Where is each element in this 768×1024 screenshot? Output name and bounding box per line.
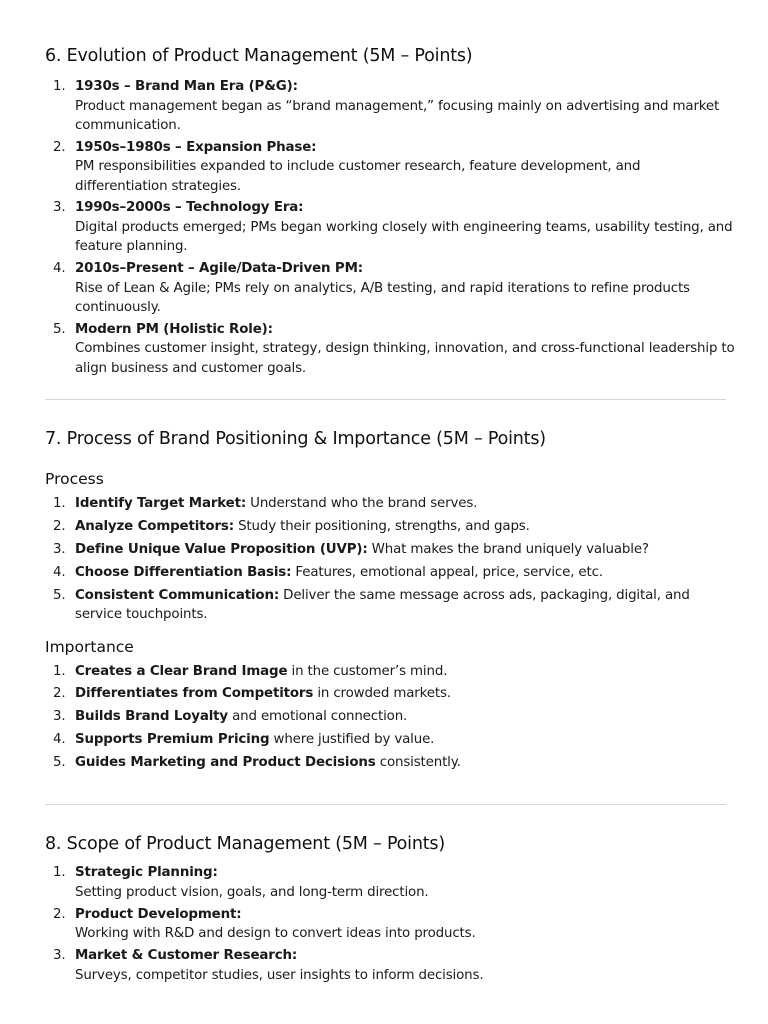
evolution-list	[45, 77, 735, 378]
item-description: Combines customer insight, strategy, design thinking, innovation, and cross-functional leadership to align business and customer goals.	[75, 341, 735, 376]
item-description: Product management began as “brand management,” focusing mainly on advertising and market communication.	[75, 98, 720, 133]
item-description: Setting product vision, goals, and long-term direction.	[75, 884, 429, 900]
list-item: 2. Analyze Competitors: Study their positioning, strengths, and gaps.	[53, 518, 530, 534]
section-divider	[45, 399, 726, 400]
item-title: Strategic Planning:	[75, 865, 218, 880]
section-evolution	[45, 45, 735, 380]
list-item: 1. Identify Target Market: Understand who the brand serves.	[53, 496, 478, 511]
list-item: 3. 1990s–2000s – Technology Era: Digital products emerged; PMs began working closely with engineering teams, usability testing, and feature planning.	[45, 198, 735, 257]
item-title: Market & Customer Research:	[75, 948, 298, 963]
item-description: PM responsibilities expanded to include customer research, feature development, and differentiation strategies.	[75, 159, 641, 194]
item-title: Modern PM (Holistic Role):	[75, 321, 273, 337]
section-scope	[45, 833, 735, 988]
item-title: 1950s–1980s – Expansion Phase:	[75, 139, 317, 155]
list-item: 2. Differentiates from Competitors in crowded markets.	[53, 686, 451, 702]
list-item: 5. Consistent Communication: Deliver the same message across ads, packaging, digital, and service touchpoints.	[53, 587, 690, 623]
section-divider	[45, 804, 726, 805]
list-item: 3. Define Unique Value Proposition (UVP): What makes the brand uniquely valuable?	[53, 541, 649, 557]
section-heading-scope: 8. Scope of Product Management (5M – Points)	[45, 834, 445, 854]
section-heading-brand-positioning: 7. Process of Brand Positioning & Importance (5M – Points)	[45, 429, 546, 449]
list-item: 2. Product Development: Working with R&D and design to convert ideas into products.	[45, 905, 735, 944]
list-item: 5. Guides Marketing and Product Decisions consistently.	[53, 755, 461, 771]
item-description: Surveys, competitor studies, user insights to inform decisions.	[75, 967, 484, 983]
item-description: Working with R&D and design to convert ideas into products.	[75, 926, 476, 941]
section-brand-positioning	[45, 428, 735, 776]
item-title: 1930s – Brand Man Era (P&G):	[75, 79, 298, 94]
subheading-importance: Importance	[45, 637, 134, 656]
process-list	[45, 494, 735, 625]
scope-list	[45, 863, 735, 985]
item-title: 2010s–Present – Agile/Data-Driven PM:	[75, 261, 363, 277]
list-item: 4. 2010s–Present – Agile/Data-Driven PM: Rise of Lean & Agile; PMs rely on analytics, A/B testing, and rapid iterations to refine products continuously.	[45, 259, 735, 318]
item-title: 1990s–2000s – Technology Era:	[75, 200, 304, 216]
list-item: 4. Supports Premium Pricing where justified by value.	[53, 732, 435, 748]
list-item: 2. 1950s–1980s – Expansion Phase: PM responsibilities expanded to include customer research, feature development, and differentiation strategies.	[45, 138, 735, 197]
list-item: 1. Strategic Planning: Setting product vision, goals, and long-term direction.	[45, 863, 735, 902]
list-item: 1. 1930s – Brand Man Era (P&G): Product management began as “brand management,” focusing mainly on advertising and market communication.	[45, 77, 735, 136]
subheading-process: Process	[45, 470, 104, 488]
list-item: 5. Modern PM (Holistic Role): Combines customer insight, strategy, design thinking, innovation, and cross-functional leadership to align business and customer goals.	[45, 320, 735, 379]
item-title: Product Development:	[75, 906, 242, 922]
list-item: 3. Market & Customer Research: Surveys, competitor studies, user insights to inform decisions.	[45, 946, 735, 985]
list-item: 1. Creates a Clear Brand Image in the customer’s mind.	[53, 663, 448, 679]
list-item: 4. Choose Differentiation Basis: Features, emotional appeal, price, service, etc.	[53, 564, 603, 580]
section-heading-evolution: 6. Evolution of Product Management (5M – Points)	[45, 46, 473, 66]
item-description: Rise of Lean & Agile; PMs rely on analytics, A/B testing, and rapid iterations to refine products continuously.	[75, 280, 690, 316]
item-description: Digital products emerged; PMs began working closely with engineering teams, usability testing, and feature planning.	[75, 219, 733, 255]
list-item: 3. Builds Brand Loyalty and emotional connection.	[53, 709, 408, 725]
importance-list	[45, 662, 735, 773]
